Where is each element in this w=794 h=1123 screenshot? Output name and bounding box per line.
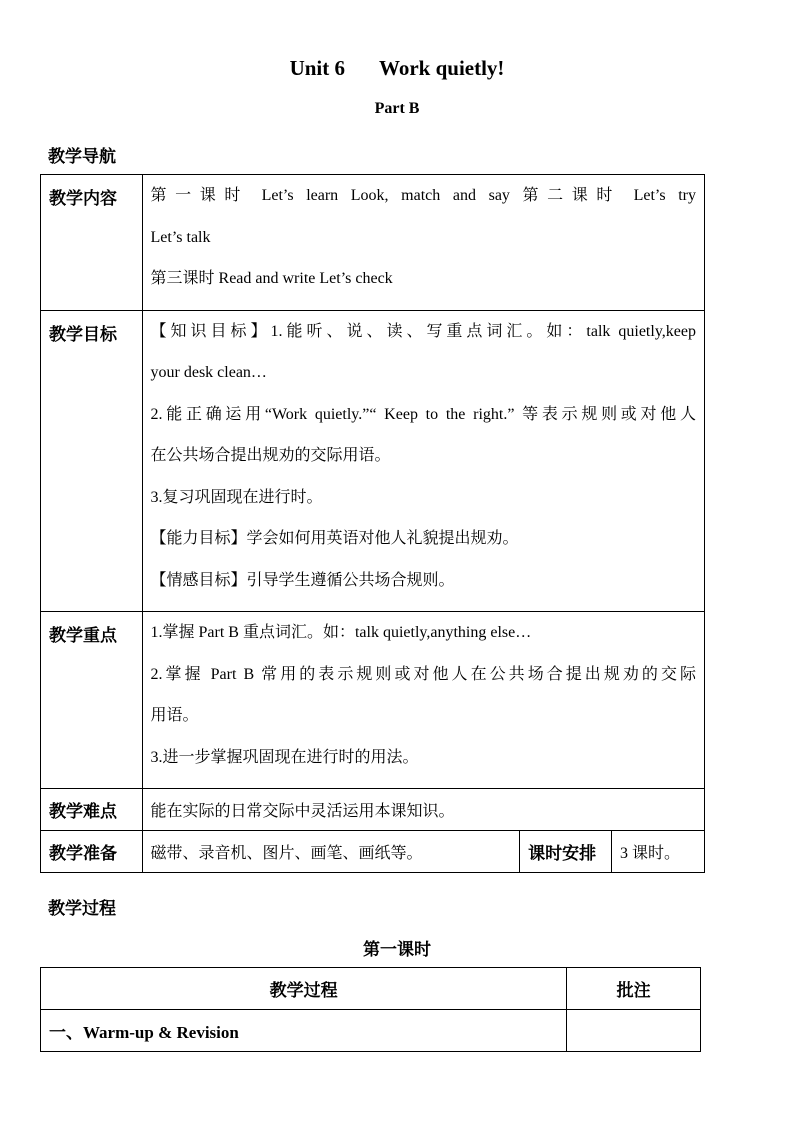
key-points-label: 教学重点 bbox=[41, 612, 143, 789]
objective-line: 【知识目标】1.能听、说、读、写重点词汇。如：talk quietly,keep bbox=[150, 322, 696, 340]
objectives-cell bbox=[142, 310, 704, 612]
process-header-row bbox=[41, 968, 701, 1010]
objective-line: your desk clean… bbox=[150, 364, 267, 381]
preparation-text: 磁带、录音机、图片、画笔、画纸等。 bbox=[142, 831, 520, 873]
teaching-process-table bbox=[40, 967, 701, 1052]
key-points-cell bbox=[142, 612, 704, 789]
objective-line: 3.复习巩固现在进行时。 bbox=[150, 488, 323, 506]
key-point-line: 用语。 bbox=[150, 707, 199, 724]
difficulties-text: 能在实际的日常交际中灵活运用本课知识。 bbox=[142, 789, 704, 831]
unit-title bbox=[0, 56, 794, 81]
content-row bbox=[41, 175, 705, 311]
unit-name: Work quietly! bbox=[379, 56, 505, 80]
teaching-guide-table bbox=[40, 174, 705, 873]
objective-line: 在公共场合提出规劝的交际用语。 bbox=[150, 447, 391, 464]
content-line: 第一课时 Let’s learn Look, match and say 第二课时 Let’s try bbox=[150, 187, 696, 204]
preparation-label: 教学准备 bbox=[41, 831, 143, 873]
notes-column-header: 批注 bbox=[567, 968, 701, 1010]
objective-line: 【能力目标】学会如何用英语对他人礼貌提出规劝。 bbox=[150, 530, 519, 547]
lesson-heading: 第一课时 bbox=[363, 940, 431, 959]
schedule-label: 课时安排 bbox=[520, 831, 612, 873]
key-point-line: 3.进一步掌握巩固现在进行时的用法。 bbox=[150, 748, 419, 766]
process-step-row bbox=[41, 1010, 701, 1052]
objective-line: 【情感目标】引导学生遵循公共场合规则。 bbox=[150, 571, 455, 589]
key-point-line: 1.掌握 Part B 重点词汇。如：talk quietly,anything else… bbox=[150, 624, 532, 641]
objectives-label: 教学目标 bbox=[41, 310, 143, 612]
key-point-line: 2.掌握 Part B 常用的表示规则或对他人在公共场合提出规劝的交际 bbox=[150, 665, 696, 683]
part-subtitle: Part B bbox=[374, 100, 420, 117]
unit-number: Unit 6 bbox=[289, 56, 345, 80]
content-line: Let’s talk bbox=[150, 228, 211, 246]
process-note bbox=[567, 1010, 701, 1052]
content-label: 教学内容 bbox=[41, 175, 143, 311]
content-cell bbox=[142, 175, 704, 311]
schedule-value: 3 课时。 bbox=[612, 831, 705, 873]
difficulties-row bbox=[41, 789, 705, 831]
process-section-title: 教学过程 bbox=[48, 899, 116, 918]
preparation-row bbox=[41, 831, 705, 873]
guide-section-title: 教学导航 bbox=[48, 147, 116, 166]
key-points-row bbox=[41, 612, 705, 789]
difficulties-label: 教学难点 bbox=[41, 789, 143, 831]
content-line: 第三课时 Read and write Let’s check bbox=[150, 270, 393, 287]
process-step: 一、Warm-up & Revision bbox=[41, 1010, 567, 1052]
process-column-header: 教学过程 bbox=[41, 968, 567, 1010]
objective-line: 2.能正确运用“Work quietly.”“ Keep to the right.” 等表示规则或对他人 bbox=[150, 405, 696, 423]
objectives-row bbox=[41, 310, 705, 612]
